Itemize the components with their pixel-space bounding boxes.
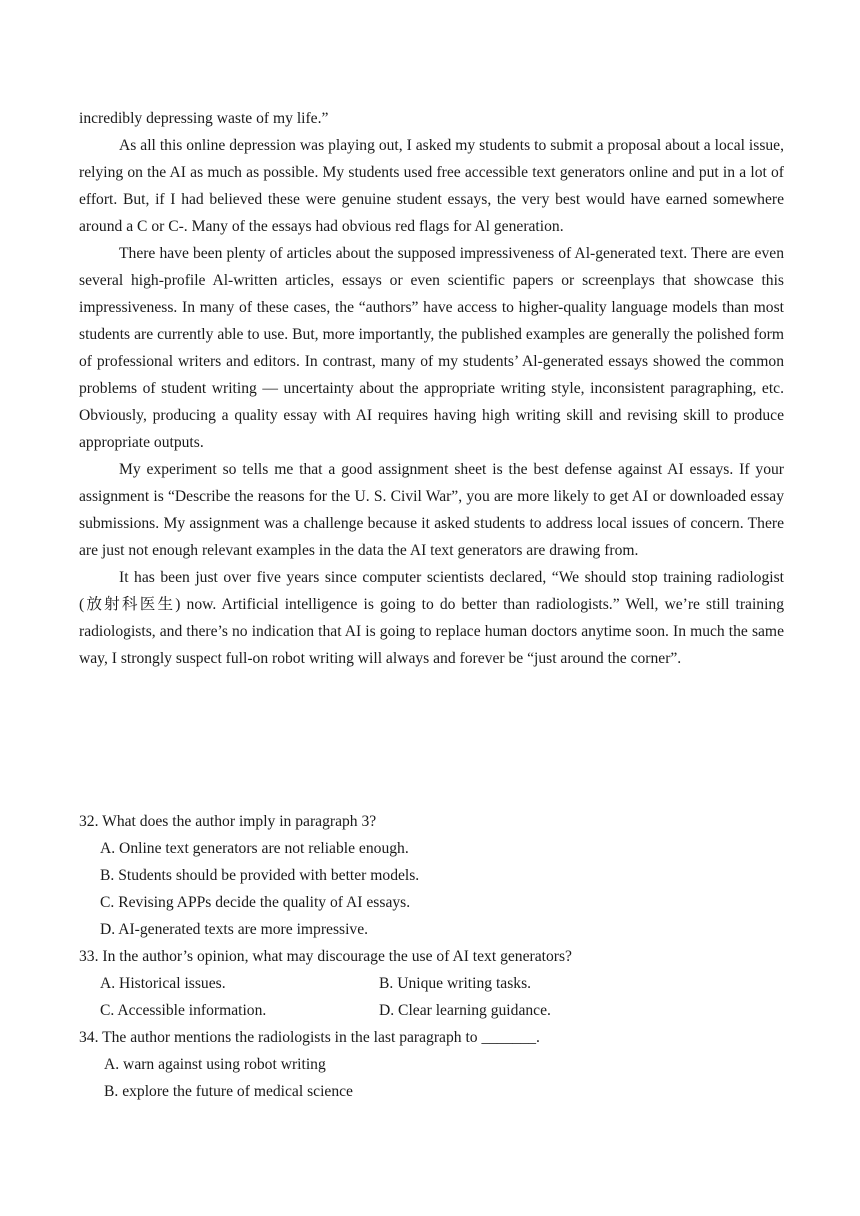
- answer-option-a: A. Historical issues.: [100, 975, 226, 992]
- passage-paragraph: There have been plenty of articles about the supposed impressiveness of Al-generated text. There are even several high-profile Al-written articles, essays or even scientific papers or screenplays that showcase this impressiveness. In many of these cases, the “authors” have access to higher-quality language models than most students are currently able to use. But, more importantly, the published examples are generally the polished form of professional writers and editors. In contrast, many of my students’ Al-generated essays showed the common problems of student writing — uncertainty about the appropriate writing style, inconsistent paragraphing, etc. Obviously, producing a quality essay with AI requires having high writing skill and revising skill to produce appropriate outputs.: [79, 245, 784, 451]
- passage-paragraph: My experiment so tells me that a good assignment sheet is the best defense against AI essays. If your assignment is “Describe the reasons for the U. S. Civil War”, you are more likely to get AI or downloaded essay submissions. My assignment was a challenge because it asked students to address local issues of concern. There are just not enough relevant examples in the data the AI text generators are drawing from.: [79, 461, 784, 559]
- question-stem: 32. What does the author imply in paragraph 3?: [79, 813, 377, 830]
- passage-paragraph: As all this online depression was playing out, I asked my students to submit a proposal about a local issue, relying on the AI as much as possible. My students used free accessible text generators online and put in a lot of effort. But, if I had believed these were genuine student essays, the very best would have earned somewhere around a C or C-. Many of the essays had obvious red flags for Al generation.: [79, 137, 784, 235]
- question-stem: 34. The author mentions the radiologists in the last paragraph to _______.: [79, 1029, 540, 1046]
- question-32: [79, 808, 784, 943]
- answer-option-d: D. AI-generated texts are more impressive.: [100, 921, 369, 938]
- question-33: [79, 943, 784, 1024]
- reading-passage: [79, 105, 784, 672]
- passage-paragraph-continuation: incredibly depressing waste of my life.”: [79, 110, 329, 127]
- passage-paragraph: It has been just over five years since computer scientists declared, “We should stop training radiologist (放射科医生) now. Artificial intelligence is going to do better than radiologists.” Well, we’re still training radiologists, and there’s no indication that AI is going to replace human doctors anytime soon. In much the same way, I strongly suspect full-on robot writing will always and forever be “just around the corner”.: [79, 569, 784, 667]
- answer-option-a: A. Online text generators are not reliable enough.: [100, 840, 409, 857]
- answer-option-c: C. Revising APPs decide the quality of AI essays.: [100, 894, 411, 911]
- answer-option-d: D. Clear learning guidance.: [379, 1002, 551, 1019]
- question-stem: 33. In the author’s opinion, what may discourage the use of AI text generators?: [79, 948, 572, 965]
- answer-option-b: B. Students should be provided with better models.: [100, 867, 420, 884]
- question-34: [79, 1024, 784, 1105]
- answer-option-row: [79, 970, 784, 997]
- answer-option-b: B. Unique writing tasks.: [379, 975, 532, 992]
- answer-option-b: B. explore the future of medical science: [104, 1083, 353, 1100]
- answer-option-c: C. Accessible information.: [100, 1002, 267, 1019]
- answer-option-a: A. warn against using robot writing: [104, 1056, 326, 1073]
- question-section: [79, 808, 784, 1105]
- answer-option-row: [79, 997, 784, 1024]
